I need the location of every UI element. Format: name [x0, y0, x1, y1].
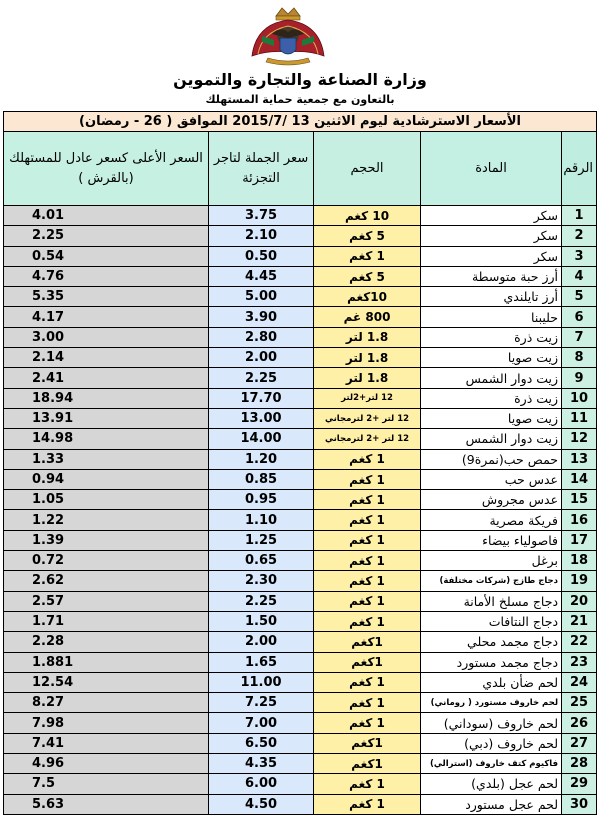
row-volume: 1 كغم	[314, 611, 421, 631]
table-row	[4, 733, 597, 753]
row-wholesale-price: 13.00	[209, 408, 314, 428]
row-material: فريكة مصرية	[421, 510, 562, 530]
table-row	[4, 591, 597, 611]
row-number: 15	[562, 490, 597, 510]
row-material: زيت ذرة	[421, 388, 562, 408]
ministry-title: وزارة الصناعة والتجارة والتموين	[173, 70, 427, 89]
table-row	[4, 490, 597, 510]
row-number: 10	[562, 388, 597, 408]
row-number: 16	[562, 510, 597, 530]
row-wholesale-price: 2.30	[209, 571, 314, 591]
table-row	[4, 368, 597, 388]
row-wholesale-price: 4.35	[209, 754, 314, 774]
row-max-price: 2.14	[4, 348, 209, 368]
row-material: عدس حب	[421, 469, 562, 489]
row-wholesale-price: 11.00	[209, 672, 314, 692]
row-max-price: 18.94	[4, 388, 209, 408]
row-number: 17	[562, 530, 597, 550]
row-max-price: 2.62	[4, 571, 209, 591]
row-number: 26	[562, 713, 597, 733]
row-volume: 12 لتر +2 لترمجاني	[314, 408, 421, 428]
row-wholesale-price: 2.00	[209, 348, 314, 368]
table-row	[4, 551, 597, 571]
row-max-price: 2.28	[4, 632, 209, 652]
row-number: 5	[562, 287, 597, 307]
price-list-title: الأسعار الاسترشادية ليوم الاثنين 13 /2015/7 الموافق ( 26 - رمضان)	[4, 112, 597, 132]
row-volume: 10كغم	[314, 287, 421, 307]
table-row	[4, 449, 597, 469]
row-material: دجاج مسلخ الأمانة	[421, 591, 562, 611]
table-row	[4, 571, 597, 591]
row-material: لحم ضأن بلدي	[421, 672, 562, 692]
row-number: 1	[562, 206, 597, 226]
column-header-max-price: السعر الأعلى كسعر عادل للمستهلك (بالقرش )	[4, 132, 209, 206]
row-material: زيت دوار الشمس	[421, 368, 562, 388]
row-wholesale-price: 2.10	[209, 226, 314, 246]
row-max-price: 0.94	[4, 469, 209, 489]
table-row	[4, 510, 597, 530]
table-row	[4, 774, 597, 794]
row-wholesale-price: 4.50	[209, 794, 314, 814]
row-wholesale-price: 7.25	[209, 693, 314, 713]
row-material: حليبنا	[421, 307, 562, 327]
row-wholesale-price: 0.65	[209, 551, 314, 571]
row-material: لحم خاروف (سوداني)	[421, 713, 562, 733]
table-row	[4, 226, 597, 246]
row-volume: 1 كغم	[314, 672, 421, 692]
row-material: دجاج النتافات	[421, 611, 562, 631]
row-number: 18	[562, 551, 597, 571]
row-volume: 1 كغم	[314, 469, 421, 489]
row-volume: 800 غم	[314, 307, 421, 327]
row-max-price: 7.98	[4, 713, 209, 733]
price-table	[3, 111, 597, 815]
row-number: 2	[562, 226, 597, 246]
column-header-volume: الحجم	[314, 132, 421, 206]
row-number: 23	[562, 652, 597, 672]
row-wholesale-price: 1.25	[209, 530, 314, 550]
row-material: زيت ذرة	[421, 327, 562, 347]
column-header-wholesale: سعر الجملة لتاجر التجزئة	[209, 132, 314, 206]
row-volume: 1 كغم	[314, 794, 421, 814]
row-wholesale-price: 3.75	[209, 206, 314, 226]
row-volume: 1 كغم	[314, 571, 421, 591]
row-volume: 1 كغم	[314, 530, 421, 550]
row-max-price: 13.91	[4, 408, 209, 428]
row-max-price: 2.57	[4, 591, 209, 611]
row-number: 7	[562, 327, 597, 347]
row-wholesale-price: 2.00	[209, 632, 314, 652]
row-volume: 1 كغم	[314, 449, 421, 469]
row-wholesale-price: 0.95	[209, 490, 314, 510]
table-row	[4, 287, 597, 307]
row-number: 3	[562, 246, 597, 266]
row-max-price: 4.96	[4, 754, 209, 774]
cooperation-subtitle: بالتعاون مع جمعية حماية المستهلك	[205, 93, 395, 106]
row-max-price: 2.41	[4, 368, 209, 388]
row-max-price: 1.22	[4, 510, 209, 530]
row-material: سكر	[421, 246, 562, 266]
table-row	[4, 611, 597, 631]
row-volume: 10 كغم	[314, 206, 421, 226]
row-wholesale-price: 2.25	[209, 591, 314, 611]
row-material: زيت دوار الشمس	[421, 429, 562, 449]
table-row	[4, 754, 597, 774]
row-material: دجاج مجمد مستورد	[421, 652, 562, 672]
row-wholesale-price: 7.00	[209, 713, 314, 733]
row-number: 24	[562, 672, 597, 692]
row-max-price: 1.71	[4, 611, 209, 631]
row-material: سكر	[421, 206, 562, 226]
row-wholesale-price: 2.80	[209, 327, 314, 347]
row-material: برغل	[421, 551, 562, 571]
row-material: زيت صويا	[421, 348, 562, 368]
row-number: 28	[562, 754, 597, 774]
row-wholesale-price: 6.50	[209, 733, 314, 753]
row-number: 8	[562, 348, 597, 368]
row-volume: 1.8 لتر	[314, 368, 421, 388]
row-volume: 1كغم	[314, 632, 421, 652]
table-row	[4, 307, 597, 327]
row-number: 19	[562, 571, 597, 591]
table-row	[4, 327, 597, 347]
table-row	[4, 246, 597, 266]
table-row	[4, 652, 597, 672]
row-volume: 1 كغم	[314, 551, 421, 571]
row-max-price: 8.27	[4, 693, 209, 713]
row-number: 30	[562, 794, 597, 814]
table-row	[4, 348, 597, 368]
row-wholesale-price: 4.45	[209, 266, 314, 286]
row-max-price: 3.00	[4, 327, 209, 347]
row-number: 22	[562, 632, 597, 652]
row-wholesale-price: 0.50	[209, 246, 314, 266]
row-material: دجاج طازج (شركات مختلفة)	[421, 571, 562, 591]
row-max-price: 4.17	[4, 307, 209, 327]
row-volume: 1كغم	[314, 652, 421, 672]
column-header-row	[4, 132, 597, 206]
table-row	[4, 632, 597, 652]
row-max-price: 0.54	[4, 246, 209, 266]
table-row	[4, 408, 597, 428]
row-wholesale-price: 1.20	[209, 449, 314, 469]
title-row	[4, 112, 597, 132]
row-max-price: 1.39	[4, 530, 209, 550]
row-wholesale-price: 1.65	[209, 652, 314, 672]
row-material: زيت صويا	[421, 408, 562, 428]
royal-crest-icon	[238, 6, 338, 68]
row-wholesale-price: 14.00	[209, 429, 314, 449]
row-max-price: 1.881	[4, 652, 209, 672]
row-wholesale-price: 3.90	[209, 307, 314, 327]
row-material: لحم خاروف (دبي)	[421, 733, 562, 753]
row-volume: 5 كغم	[314, 226, 421, 246]
row-max-price: 4.76	[4, 266, 209, 286]
row-volume: 1 كغم	[314, 490, 421, 510]
column-header-material: المادة	[421, 132, 562, 206]
row-wholesale-price: 2.25	[209, 368, 314, 388]
row-max-price: 14.98	[4, 429, 209, 449]
row-volume: 1 كغم	[314, 246, 421, 266]
row-number: 27	[562, 733, 597, 753]
row-material: أرز حبة متوسطة	[421, 266, 562, 286]
table-row	[4, 266, 597, 286]
row-wholesale-price: 0.85	[209, 469, 314, 489]
row-material: لحم خاروف مستورد ( روماني)	[421, 693, 562, 713]
row-volume: 1 كغم	[314, 591, 421, 611]
row-number: 6	[562, 307, 597, 327]
row-volume: 1 كغم	[314, 713, 421, 733]
row-volume: 1كغم	[314, 733, 421, 753]
row-volume: 12 لتر+2لتر	[314, 388, 421, 408]
row-number: 13	[562, 449, 597, 469]
row-volume: 1.8 لتر	[314, 348, 421, 368]
table-body	[4, 206, 597, 815]
row-number: 9	[562, 368, 597, 388]
row-number: 11	[562, 408, 597, 428]
row-number: 29	[562, 774, 597, 794]
row-max-price: 0.72	[4, 551, 209, 571]
row-max-price: 12.54	[4, 672, 209, 692]
row-wholesale-price: 1.10	[209, 510, 314, 530]
row-material: سكر	[421, 226, 562, 246]
table-row	[4, 794, 597, 814]
row-number: 14	[562, 469, 597, 489]
row-material: فاكيوم كتف خاروف (استرالي)	[421, 754, 562, 774]
row-material: لحم عجل مستورد	[421, 794, 562, 814]
row-number: 25	[562, 693, 597, 713]
row-volume: 12 لتر +2 لترمجاني	[314, 429, 421, 449]
row-volume: 1كغم	[314, 754, 421, 774]
table-row	[4, 713, 597, 733]
row-wholesale-price: 6.00	[209, 774, 314, 794]
row-wholesale-price: 1.50	[209, 611, 314, 631]
row-max-price: 4.01	[4, 206, 209, 226]
row-material: لحم عجل (بلدي)	[421, 774, 562, 794]
table-row	[4, 469, 597, 489]
table-row	[4, 388, 597, 408]
table-row	[4, 693, 597, 713]
row-material: أرز تايلندي	[421, 287, 562, 307]
row-material: عدس مجروش	[421, 490, 562, 510]
row-material: فاصولياء بيضاء	[421, 530, 562, 550]
row-max-price: 5.35	[4, 287, 209, 307]
row-max-price: 2.25	[4, 226, 209, 246]
row-number: 4	[562, 266, 597, 286]
row-wholesale-price: 5.00	[209, 287, 314, 307]
table-row	[4, 429, 597, 449]
row-wholesale-price: 17.70	[209, 388, 314, 408]
row-volume: 1.8 لتر	[314, 327, 421, 347]
row-max-price: 7.41	[4, 733, 209, 753]
row-max-price: 1.33	[4, 449, 209, 469]
row-material: حمص حب(نمرة9)	[421, 449, 562, 469]
row-volume: 1 كغم	[314, 774, 421, 794]
row-material: دجاج مجمد محلي	[421, 632, 562, 652]
row-max-price: 5.63	[4, 794, 209, 814]
table-row	[4, 672, 597, 692]
row-volume: 1 كغم	[314, 510, 421, 530]
row-number: 12	[562, 429, 597, 449]
row-volume: 5 كغم	[314, 266, 421, 286]
table-row	[4, 530, 597, 550]
row-volume: 1 كغم	[314, 693, 421, 713]
row-max-price: 7.5	[4, 774, 209, 794]
row-max-price: 1.05	[4, 490, 209, 510]
column-header-number: الرقم	[562, 132, 597, 206]
row-number: 20	[562, 591, 597, 611]
row-number: 21	[562, 611, 597, 631]
table-row	[4, 206, 597, 226]
